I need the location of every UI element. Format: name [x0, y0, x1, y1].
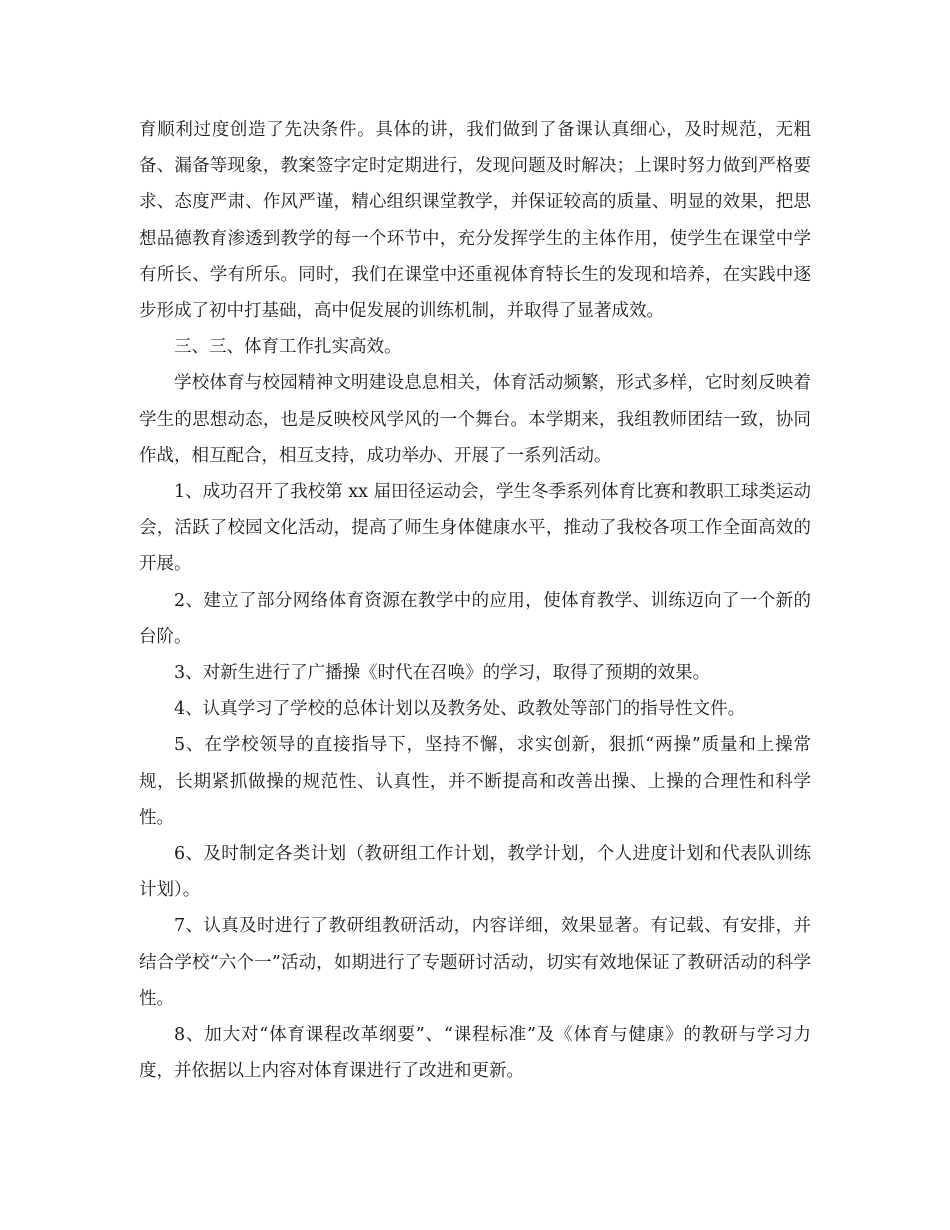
section-heading: 三、三、体育工作扎实高效。	[174, 337, 402, 358]
paragraph-continued-intro: 育顺利过度创造了先决条件。具体的讲，我们做到了备课认真细心，及时规范，无粗备、漏备等现象，教案签字定时定期进行，发现问题及时解决；上课时努力做到严格要求、态度严肃、作风严谨，精心组织课堂教学，并保证较高的质量、明显的效果，把思想品德教育渗透到教学的每一个环节中，充分发挥学生的主体作用，使学生在课堂中学有所长、学有所乐。同时，我们在课堂中还重视体育特长生的发现和培养，在实践中逐步形成了初中打基础，高中促发展的训练机制，并取得了显著成效。	[139, 120, 811, 322]
list-item-5: 5、在学校领导的直接指导下，坚持不懈，求实创新，狠抓“两操”质量和上操常规，长期紧抓做操的规范性、认真性，并不断提高和改善出操、上操的合理性和科学性。	[139, 735, 811, 828]
list-item-6: 6、及时制定各类计划（教研组工作计划，教学计划，个人进度计划和代表队训练计划）。	[139, 844, 811, 901]
document-body	[139, 112, 811, 1089]
list-item-2: 2、建立了部分网络体育资源在教学中的应用，使体育教学、训练迈向了一个新的台阶。	[139, 590, 811, 647]
list-item-3: 3、对新生进行了广播操《时代在召唤》的学习，取得了预期的效果。	[174, 663, 711, 684]
list-item-7: 7、认真及时进行了教研组教研活动，内容详细，效果显著。有记载、有安排，并结合学校“六个一”活动，如期进行了专题研讨活动，切实有效地保证了教研活动的科学性。	[139, 916, 811, 1009]
list-item-8: 8、加大对“体育课程改革纲要”、“课程标准”及《体育与健康》的教研与学习力度，并依据以上内容对体育课进行了改进和更新。	[139, 1025, 811, 1082]
list-item-4: 4、认真学习了学校的总体计划以及教务处、政教处等部门的指导性文件。	[174, 699, 746, 720]
list-item-1: 1、成功召开了我校第 xx 届田径运动会，学生冬季系列体育比赛和教职工球类运动会，活跃了校园文化活动，提高了师生身体健康水平，推动了我校各项工作全面高效的开展。	[139, 482, 811, 575]
paragraph-sports-culture: 学校体育与校园精神文明建设息息相关，体育活动频繁，形式多样，它时刻反映着学生的思想动态，也是反映校风学风的一个舞台。本学期来，我组教师团结一致，协同作战，相互配合，相互支持，成功举办、开展了一系列活动。	[139, 373, 811, 466]
